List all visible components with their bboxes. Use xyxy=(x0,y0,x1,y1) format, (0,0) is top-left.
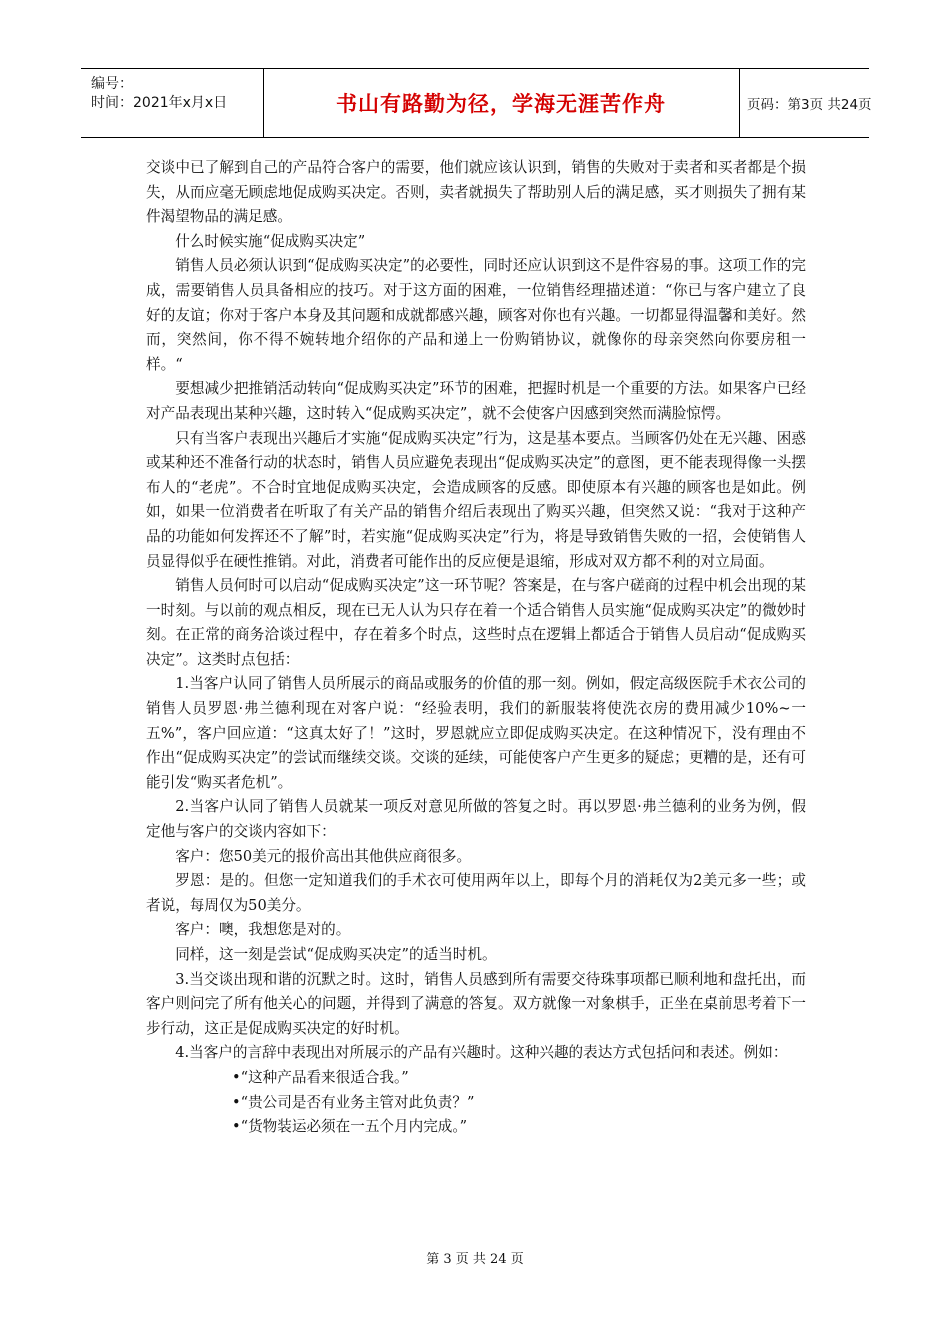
list-item: •“贵公司是否有业务主管对此负责？” xyxy=(232,1093,475,1111)
header-page-cell xyxy=(739,69,872,137)
header-motto: 书山有路勤为径，学海无涯苦作舟 xyxy=(336,92,666,116)
document-date-label: 时间：2021年x月x日 xyxy=(91,95,228,111)
list-item: •“货物装运必须在一五个月内完成。” xyxy=(232,1118,468,1136)
section-heading: 什么时候实施“促成购买决定” xyxy=(175,232,366,250)
paragraph: 只有当客户表现出兴趣后才实施“促成购买决定”行为，这是基本要点。当顾客仍处在无兴趣、困惑或某种还不准备行动的状态时，销售人员应避免表现出“促成购买决定”的意图，更不能表现得像一头摆布人的“老虎”。不合时宜地促成购买决定，会造成顾客的反感。即使原本有兴趣的顾客也是如此。例如，如果一位消费者在听取了有关产品的销售介绍后表现出了购买兴趣，但突然又说：“我对于这种产品的功能如何发挥还不了解”时，若实施“促成购买决定”行为，将是导致销售失败的一招，会使销售人员显得似乎在硬性推销。对此，消费者可能作出的反应便是退缩，形成对双方都不利的对立局面。 xyxy=(146,429,806,570)
dialogue-line: 客户：噢，我想您是对的。 xyxy=(175,921,351,939)
paragraph: 交谈中已了解到自己的产品符合客户的需要，他们就应该认识到，销售的失败对于卖者和买者都是个损失，从而应毫无顾虑地促成购买决定。否则，卖者就损失了帮助别人后的满足感，买才则损失了拥有某件渴望物品的满足感。 xyxy=(146,159,806,226)
paragraph: 4.当客户的言辞中表现出对所展示的产品有兴趣时。这种兴趣的表达方式包括问和表述。例如： xyxy=(175,1044,788,1062)
page-footer: 第 3 页 共 24 页 xyxy=(426,1252,524,1267)
header-meta xyxy=(81,69,264,137)
example-list xyxy=(146,1066,806,1140)
dialogue-line: 客户：您50美元的报价高出其他供应商很多。 xyxy=(175,847,472,865)
header-page-info: 页码：第3页 共24页 xyxy=(747,97,872,113)
paragraph: 要想减少把推销活动转向“促成购买决定”环节的困难，把握时机是一个重要的方法。如果客户已经对产品表现出某种兴趣，这时转入“促成购买决定”，就不会使客户因感到突然而满脸惊愕。 xyxy=(146,380,806,422)
page-header xyxy=(81,68,872,138)
dialogue-line: 罗恩：是的。但您一定知道我们的手术衣可使用两年以上，即每个月的消耗仅为2美元多一些；或者说，每周仅为50美分。 xyxy=(146,872,806,914)
document-number-label: 编号： xyxy=(91,76,133,92)
document-body xyxy=(146,156,806,1140)
list-item: •“这种产品看来很适合我。” xyxy=(232,1068,409,1086)
paragraph: 销售人员必须认识到“促成购买决定”的必要性，同时还应认识到这不是件容易的事。这项工作的完成，需要销售人员具备相应的技巧。对于这方面的困难，一位销售经理描述道：“你已与客户建立了良好的友谊；你对于客户本身及其问题和成就都感兴趣，顾客对你也有兴趣。一切都显得温馨和美好。然而，突然间，你不得不婉转地介绍你的产品和递上一份购销协议，就像你的母亲突然向你要房租一样。“ xyxy=(146,257,806,373)
paragraph: 2.当客户认同了销售人员就某一项反对意见所做的答复之时。再以罗恩·弗兰德利的业务为例，假定他与客户的交谈内容如下： xyxy=(146,798,806,841)
paragraph: 3.当交谈出现和谐的沉默之时。这时，销售人员感到所有需要交待珠事项都已顺利地和盘托出，而客户则问完了所有他关心的问题，并得到了满意的答复。双方就像一对象棋手，正坐在桌前思考着下一步行动，这正是促成购买决定的好时机。 xyxy=(146,970,806,1037)
header-motto-cell xyxy=(263,69,740,137)
paragraph: 同样，这一刻是尝试“促成购买决定”的适当时机。 xyxy=(175,946,497,963)
paragraph: 销售人员何时可以启动“促成购买决定”这一环节呢？答案是，在与客户磋商的过程中机会出现的某一时刻。与以前的观点相反，现在已无人认为只存在着一个适合销售人员实施“促成购买决定”的微妙时刻。在正常的商务洽谈过程中，存在着多个时点，这些时点在逻辑上都适合于销售人员启动“促成购买决定”。这类时点包括： xyxy=(146,577,806,668)
paragraph: 1.当客户认同了销售人员所展示的商品或服务的价值的那一刻。例如，假定高级医院手术衣公司的销售人员罗恩·弗兰德利现在对客户说：“经验表明，我们的新服装将使洗衣房的费用减少10%~一五%”，客户回应道：“这真太好了！”这时，罗恩就应立即促成购买决定。在这种情况下，没有理由不作出“促成购买决定”的尝试而继续交谈。交谈的延续，可能使客户产生更多的疑虑；更糟的是，还有可能引发“购买者危机”。 xyxy=(146,675,806,791)
